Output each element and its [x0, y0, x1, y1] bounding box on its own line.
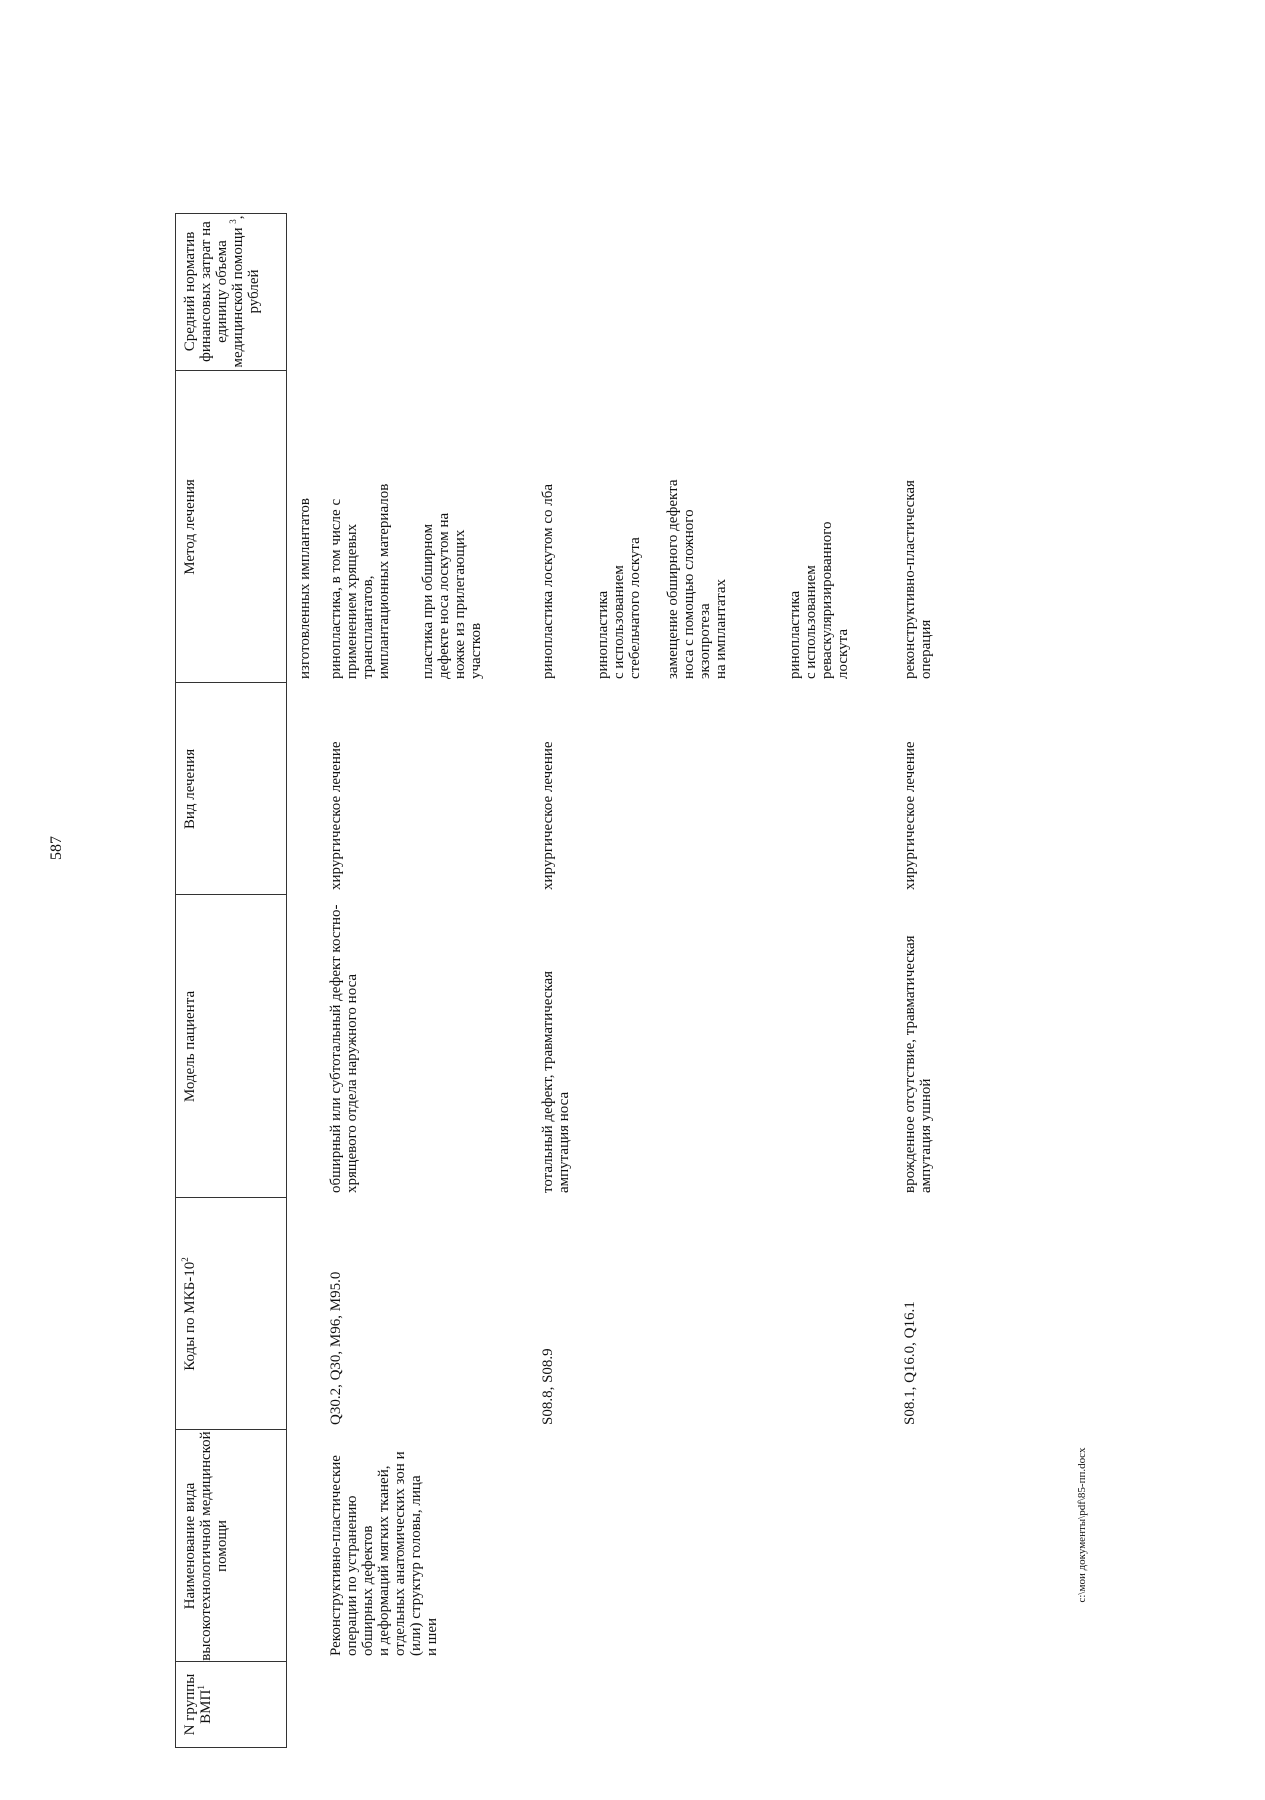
method-continuation: изготовленных имплантатов — [297, 498, 313, 679]
header-method: Метод лечения — [182, 479, 198, 575]
table-header-row — [175, 213, 287, 1748]
row2-model: тотальный дефект, травматическая ампутация носа — [540, 970, 572, 1193]
header-codes — [176, 1198, 286, 1430]
header-name: Наименование вида высокотехнологичной медицинской помощи — [182, 1431, 230, 1661]
row3-method-1: реконструктивно-пластическая операция — [902, 480, 934, 679]
row1-model: обширный или субтотальный дефект костно-хрящевого отдела наружного носа — [328, 904, 360, 1193]
rotated-table — [175, 0, 1265, 1800]
page-number: 587 — [48, 836, 65, 860]
row3-codes: S08.1, Q16.0, Q16.1 — [902, 1301, 918, 1425]
header-cost-suffix: , рублей — [230, 215, 262, 314]
row3-model: врожденное отсутствие, травматическая ампутация ушной — [902, 935, 934, 1193]
row2-codes: S08.8, S08.9 — [540, 1348, 556, 1425]
row1-method-2: пластика при обширном дефекте носа лоскутом на ножке из прилегающих участков — [420, 512, 484, 679]
header-cost-sup: 3 — [228, 219, 238, 224]
group-name-cell: Реконструктивно-пластические операции по устранению обширных дефектов и деформаций мягких тканей, отдельных анатомических зон и (или) структур головы, лица и шеи — [328, 1451, 440, 1656]
header-codes-text: Коды по МКБ-10 — [182, 1261, 198, 1371]
header-cost — [176, 212, 286, 371]
row2-method-2: ринопластика с использованием стебельчатого лоскута — [595, 537, 643, 679]
header-n — [176, 1662, 286, 1747]
header-n-sup: 1 — [196, 1685, 206, 1690]
row2-method-3: замещение обширного дефекта носа с помощью сложного экзопротеза на имплантатах — [665, 479, 729, 679]
row1-type: хирургическое лечение — [328, 741, 344, 890]
header-cost-text: Средний норматив финансовых затрат на единицу объема медицинской помощи — [182, 221, 246, 368]
row2-method-1: ринопластика лоскутом со лба — [540, 483, 556, 679]
header-codes-sup: 2 — [180, 1257, 190, 1262]
row1-method-1: ринопластика, в том числе с применением хрящевых трансплантатов, имплантационных материалов — [328, 483, 392, 679]
row2-type: хирургическое лечение — [540, 741, 556, 890]
header-model: Модель пациента — [182, 990, 198, 1103]
header-type: Вид лечения — [182, 748, 198, 830]
row1-codes: Q30.2, Q30, M96, M95.0 — [328, 1271, 344, 1425]
file-path-footer: c:\мои документы\pdf\85-пп.docx — [1076, 1447, 1088, 1603]
row2-method-4: ринопластика с использованием реваскуляризированного лоскута — [787, 521, 851, 679]
header-n-text: N группы ВМП — [182, 1673, 214, 1736]
row3-type: хирургическое лечение — [902, 741, 918, 890]
